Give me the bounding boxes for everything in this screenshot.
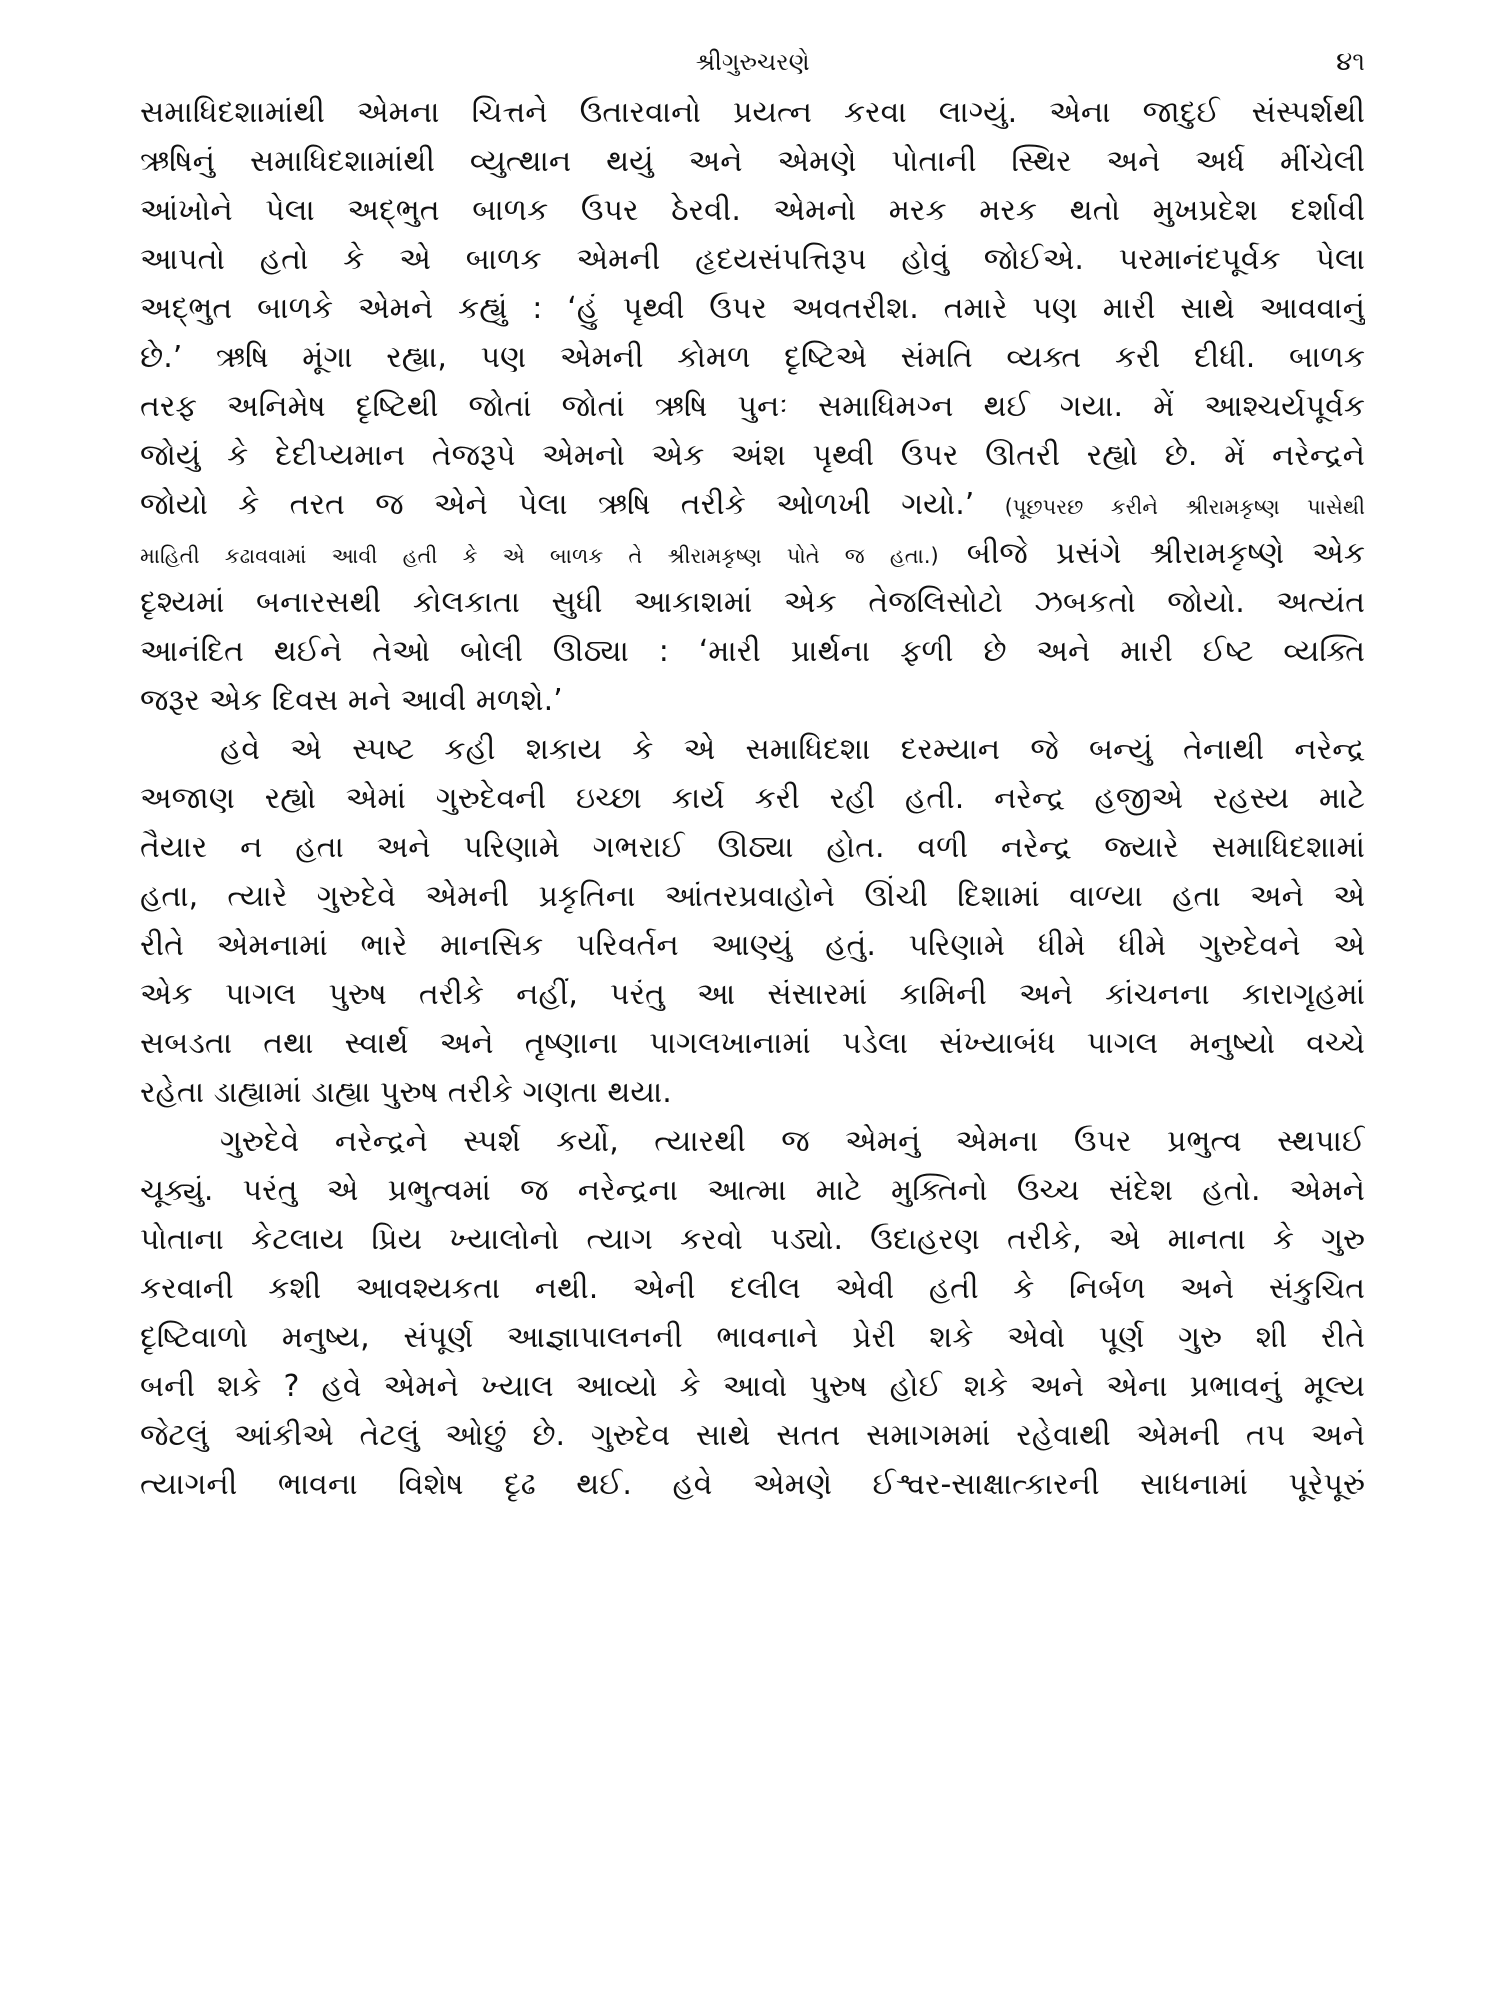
text-line: હવે એ સ્પષ્ટ કહી શકાય કે એ સમાધિદશા દરમ્યાન જે બન્યું તેનાથી નરેન્દ્ર bbox=[220, 732, 1365, 767]
parenthetical-note: માહિતી કઢાવવામાં આવી હતી કે એ બાળક તે શ્રીરામકૃષ્ણ પોતે જ હતા.) bbox=[140, 544, 939, 568]
text-line: રહેતા ડાહ્યામાં ડાહ્યા પુરુષ તરીકે ગણતા થયા. bbox=[140, 1075, 672, 1110]
text-line: છે.’ ઋષિ મૂંગા રહ્યા, પણ એમની કોમળ દૃષ્ટિએ સંમતિ વ્યક્ત કરી દીધી. બાળક bbox=[140, 340, 1365, 375]
running-header bbox=[140, 42, 1365, 82]
text-line: ઋષિનું સમાધિદશામાંથી વ્યુત્થાન થયું અને એમણે પોતાની સ્થિર અને અર્ધ મીંચેલી bbox=[140, 144, 1365, 179]
text-segment: બીજે પ્રસંગે શ્રીરામકૃષ્ણે એક bbox=[966, 536, 1365, 571]
page-number: ૪૧ bbox=[1336, 47, 1365, 77]
paragraph-3 bbox=[140, 1117, 1365, 1509]
text-line: અજાણ રહ્યો એમાં ગુરુદેવની ઇચ્છા કાર્ય કરી રહી હતી. નરેન્દ્ર હજીએ રહસ્ય માટે bbox=[140, 781, 1365, 816]
text-line: તરફ અનિમેષ દૃષ્ટિથી જોતાં જોતાં ઋષિ પુનઃ સમાધિમગ્ન થઈ ગયા. મેં આશ્ચર્યપૂર્વક bbox=[140, 389, 1365, 424]
text-line: રીતે એમનામાં ભારે માનસિક પરિવર્તન આણ્યું હતું. પરિણામે ધીમે ધીમે ગુરુદેવને એ bbox=[140, 928, 1365, 963]
text-line: જેટલું આંકીએ તેટલું ઓછું છે. ગુરુદેવ સાથે સતત સમાગમમાં રહેવાથી એમની તપ અને bbox=[140, 1418, 1365, 1453]
text-line: આપતો હતો કે એ બાળક એમની હૃદયસંપત્તિરૂપ હોવું જોઈએ. પરમાનંદપૂર્વક પેલા bbox=[140, 242, 1365, 277]
text-line: આનંદિત થઈને તેઓ બોલી ઊઠ્યા : ‘મારી પ્રાર્થના ફળી છે અને મારી ઈષ્ટ વ્યક્તિ bbox=[140, 634, 1365, 669]
text-line: સબડતા તથા સ્વાર્થ અને તૃષ્ણાના પાગલખાનામાં પડેલા સંખ્યાબંધ પાગલ મનુષ્યો વચ્ચે bbox=[140, 1026, 1365, 1061]
text-line bbox=[140, 529, 1365, 578]
paragraph-1 bbox=[140, 88, 1365, 725]
text-line: બની શકે ? હવે એમને ખ્યાલ આવ્યો કે આવો પુરુષ હોઈ શકે અને એના પ્રભાવનું મૂલ્ય bbox=[140, 1369, 1365, 1404]
text-line: હતા, ત્યારે ગુરુદેવે એમની પ્રકૃતિના આંતરપ્રવાહોને ઊંચી દિશામાં વાળ્યા હતા અને એ bbox=[140, 879, 1365, 914]
paragraph-2 bbox=[140, 725, 1365, 1117]
text-line: આંખોને પેલા અદ્ભુત બાળક ઉપર ઠેરવી. એમનો મરક મરક થતો મુખપ્રદેશ દર્શાવી bbox=[140, 193, 1365, 228]
text-line: ચૂક્યું. પરંતુ એ પ્રભુત્વમાં જ નરેન્દ્રના આત્મા માટે મુક્તિનો ઉચ્ચ સંદેશ હતો. એમને bbox=[140, 1173, 1365, 1208]
body-text bbox=[140, 88, 1365, 1509]
text-line: પોતાના કેટલાય પ્રિય ખ્યાલોનો ત્યાગ કરવો પડ્યો. ઉદાહરણ તરીકે, એ માનતા કે ગુરુ bbox=[140, 1222, 1365, 1257]
text-line: અદ્ભુત બાળકે એમને કહ્યું : ‘હું પૃથ્વી ઉપર અવતરીશ. તમારે પણ મારી સાથે આવવાનું bbox=[140, 291, 1365, 326]
text-line: દૃષ્ટિવાળો મનુષ્ય, સંપૂર્ણ આજ્ઞાપાલનની ભાવનાને પ્રેરી શકે એવો પૂર્ણ ગુરુ શી રીતે bbox=[140, 1320, 1365, 1355]
text-line: દૃશ્યમાં બનારસથી કોલકાતા સુધી આકાશમાં એક તેજલિસોટો ઝબકતો જોયો. અત્યંત bbox=[140, 585, 1365, 620]
text-line: જોયું કે દેદીપ્યમાન તેજરૂપે એમનો એક અંશ પૃથ્વી ઉપર ઊતરી રહ્યો છે. મેં નરેન્દ્રને bbox=[140, 438, 1365, 473]
text-line: તૈયાર ન હતા અને પરિણામે ગભરાઈ ઊઠ્યા હોત. વળી નરેન્દ્ર જ્યારે સમાધિદશામાં bbox=[140, 830, 1365, 865]
text-line: એક પાગલ પુરુષ તરીકે નહીં, પરંતુ આ સંસારમાં કામિની અને કાંચનના કારાગૃહમાં bbox=[140, 977, 1365, 1012]
text-line: જરૂર એક દિવસ મને આવી મળશે.’ bbox=[140, 683, 563, 718]
text-segment: જોયો કે તરત જ એને પેલા ઋષિ તરીકે ઓળખી ગયો.’ bbox=[140, 487, 975, 522]
running-title: શ્રીગુરુચરણે bbox=[695, 48, 810, 76]
parenthetical-note: (પૂછપરછ કરીને શ્રીરામકૃષ્ણ પાસેથી bbox=[1004, 495, 1365, 519]
text-line: સમાધિદશામાંથી એમના ચિત્તને ઉતારવાનો પ્રયત્ન કરવા લાગ્યું. એના જાદુઈ સંસ્પર્શથી bbox=[140, 95, 1365, 130]
text-line: ત્યાગની ભાવના વિશેષ દૃઢ થઈ. હવે એમણે ઈશ્વર-સાક્ષાત્કારની સાધનામાં પૂરેપૂરું bbox=[140, 1467, 1365, 1502]
text-line: ગુરુદેવે નરેન્દ્રને સ્પર્શ કર્યો, ત્યારથી જ એમનું એમના ઉપર પ્રભુત્વ સ્થપાઈ bbox=[220, 1124, 1365, 1159]
text-line bbox=[140, 480, 1365, 529]
text-line: કરવાની કશી આવશ્યકતા નથી. એની દલીલ એવી હતી કે નિર્બળ અને સંકુચિત bbox=[140, 1271, 1365, 1306]
